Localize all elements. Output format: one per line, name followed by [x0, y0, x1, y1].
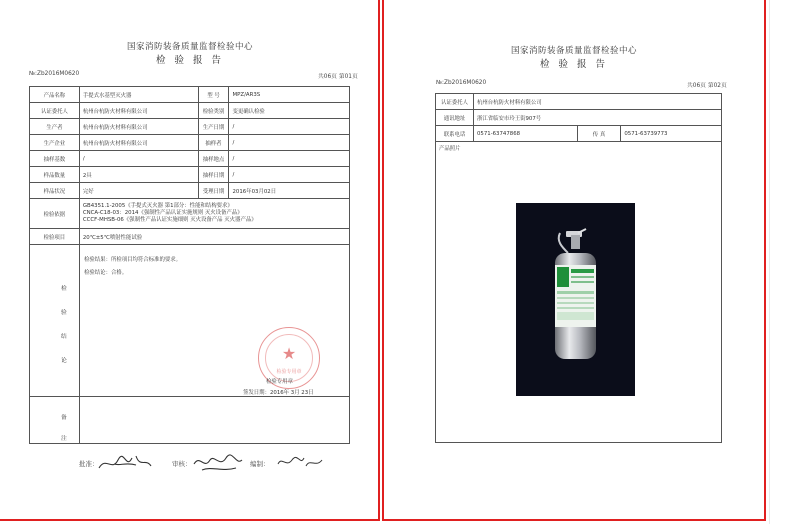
issue-date: 签发日期：2016年 3月 23日	[243, 390, 314, 396]
basis-value	[79, 199, 349, 229]
info-row	[30, 119, 350, 135]
info-row	[30, 167, 350, 183]
reviewer-signature	[192, 450, 244, 476]
page-info: 共06页 第01页	[318, 74, 358, 80]
basis-line: CNCA-C18-03：2014《强制性产品认证实施规则 灭火设备产品》	[82, 210, 243, 216]
basis-label: 检验依据	[30, 199, 80, 229]
info-label: 生产企业	[30, 135, 80, 151]
compile-label: 编制：	[250, 460, 270, 468]
basis-line: CCCF-MHSB-06《强制性产品认证实施细则 灭火设备产品 灭火器产品》	[82, 217, 257, 223]
info-value: 2016年03月02日	[229, 183, 350, 199]
conclusion-label-char: 验	[61, 310, 67, 316]
address-row	[436, 110, 722, 126]
item-row	[30, 229, 350, 245]
info-value: 手提式水基型灭火器	[79, 87, 198, 103]
info-value: /	[229, 167, 350, 183]
fire-extinguisher-image	[516, 203, 635, 396]
info-value: /	[79, 151, 198, 167]
info-value: 2具	[79, 167, 198, 183]
info-label: 生产者	[30, 119, 80, 135]
compiler-signature	[276, 452, 328, 474]
fax-label: 传 真	[577, 126, 621, 142]
info-value: /	[229, 119, 350, 135]
seal-text: 检验专用章	[276, 369, 302, 375]
page-divider	[769, 0, 770, 524]
info-value: /	[229, 151, 350, 167]
report-title: 检 验 报 告	[539, 59, 609, 70]
info-value: 杭州台杭防火材料有限公司	[79, 135, 198, 151]
info-label: 抽样地点	[198, 151, 229, 167]
info-label: 生产日期	[198, 119, 229, 135]
star-icon: ★	[281, 344, 297, 363]
conclusion-label-char: 论	[61, 358, 67, 364]
phone-value: 0571-63747868	[473, 126, 577, 142]
conclusion-label-char: 结	[61, 334, 67, 340]
issuing-organization: 国家消防装备质量监督检验中心	[126, 42, 253, 52]
address-label: 通讯地址	[436, 110, 474, 126]
client-value: 杭州台杭防火材料有限公司	[473, 94, 721, 110]
info-label: 抽样日期	[198, 167, 229, 183]
product-photo	[516, 203, 635, 396]
phone-label: 联系电话	[436, 126, 474, 142]
photo-label: 产品照片	[439, 146, 461, 152]
seal-caption: 检验专用章	[266, 379, 293, 385]
info-row	[30, 183, 350, 199]
info-label: 抽样基数	[30, 151, 80, 167]
page-info: 共06页 第02页	[687, 83, 727, 89]
info-label: 样品状况	[30, 183, 80, 199]
report-number: №:Zb2016M0620	[436, 80, 487, 86]
approver-signature	[96, 450, 154, 476]
info-label: 抽样者	[198, 135, 229, 151]
conclusion-label-char: 检	[61, 286, 67, 292]
info-label: 检验类别	[198, 103, 229, 119]
info-label: 样品数量	[30, 167, 80, 183]
report-number: №:Zb2016M0620	[29, 71, 80, 77]
report-page-1	[0, 0, 380, 521]
info-value: MPZ/AR3S	[229, 87, 350, 103]
report-title: 检 验 报 告	[155, 55, 225, 66]
client-label: 认证委托人	[436, 94, 474, 110]
item-label: 检验项目	[30, 229, 80, 245]
info-row	[30, 151, 350, 167]
conclusion-result: 检验结果：所检项目均符合标准的要求。	[84, 257, 182, 263]
item-value: 20℃±5℃喷射性能试验	[79, 229, 349, 245]
remark-label-char: 备	[61, 415, 67, 421]
approve-label: 批准：	[79, 460, 99, 468]
info-label: 产品名称	[30, 87, 80, 103]
info-value: 变更确认检验	[229, 103, 350, 119]
info-row	[30, 103, 350, 119]
review-label: 审核：	[172, 460, 192, 468]
client-row	[436, 94, 722, 110]
info-label: 受理日期	[198, 183, 229, 199]
address-value: 浙江省临安市玲王街907号	[473, 110, 721, 126]
info-value: 杭州台杭防火材料有限公司	[79, 103, 198, 119]
info-label: 认证委托人	[30, 103, 80, 119]
basis-row	[30, 199, 350, 229]
info-value: 杭州台杭防火材料有限公司	[79, 119, 198, 135]
info-row	[30, 135, 350, 151]
info-row	[30, 87, 350, 103]
issuing-organization: 国家消防装备质量监督检验中心	[510, 46, 637, 56]
info-value: 完好	[79, 183, 198, 199]
remark-row	[30, 397, 350, 444]
remark-label-char: 注	[61, 436, 67, 442]
info-value: /	[229, 135, 350, 151]
basis-line: GB4351.1-2005《手提式灭火器 第1部分：性能和结构要求》	[82, 203, 233, 209]
phone-row	[436, 126, 722, 142]
conclusion-verdict: 检验结论：合格。	[84, 270, 128, 276]
info-label: 型 号	[198, 87, 229, 103]
fax-value: 0571-63739773	[621, 126, 722, 142]
